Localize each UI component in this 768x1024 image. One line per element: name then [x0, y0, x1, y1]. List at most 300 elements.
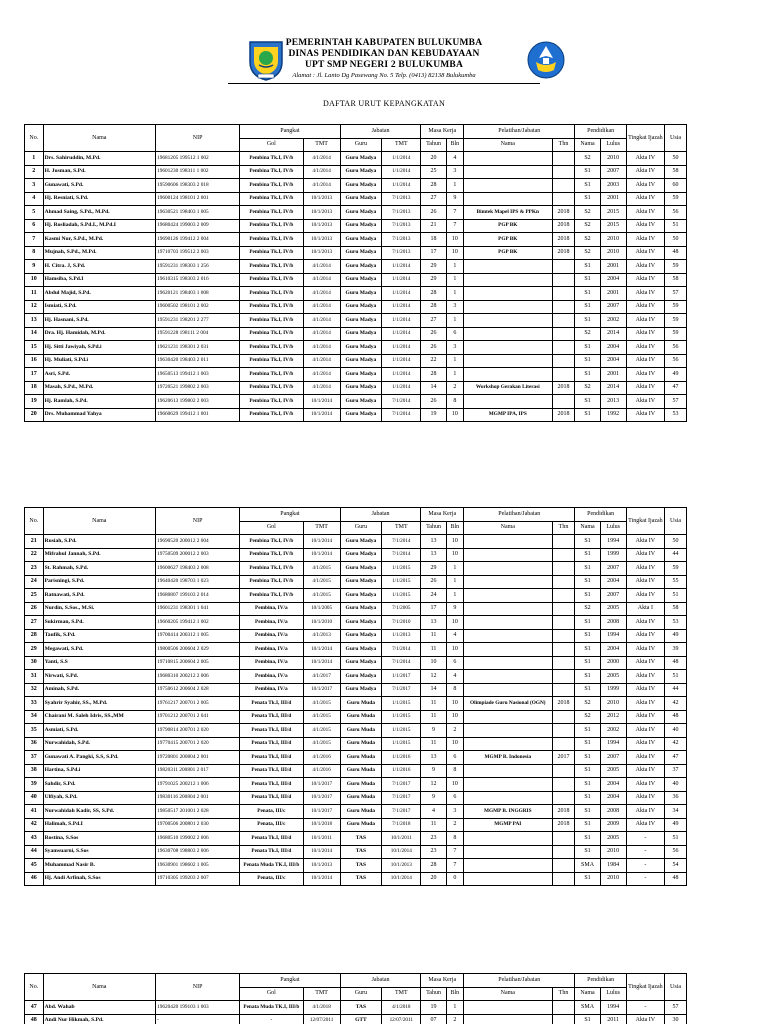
- cell-usia: 51: [665, 670, 687, 684]
- header-bln: Bln: [446, 987, 463, 1001]
- table-row: [25, 629, 687, 643]
- cell-tmt: 10/1/2014: [303, 656, 340, 670]
- cell-tmt-jabatan: 7/1/2014: [382, 535, 421, 549]
- cell-tmt: 4/1/2014: [303, 300, 340, 314]
- cell-thn: [552, 724, 575, 738]
- cell-tingkat: Akta IV: [626, 710, 664, 724]
- cell-pelatihan: [464, 872, 552, 886]
- cell-tmt-jabatan: 1/1/2014: [382, 314, 421, 328]
- cell-pendidikan: S2: [575, 152, 600, 166]
- cell-lulus: 2005: [600, 832, 626, 846]
- cell-thn: [552, 548, 575, 562]
- cell-tmt-jabatan: 7/1/2013: [382, 233, 421, 247]
- rank-table-1: [24, 124, 687, 422]
- letterhead-line-3: UPT SMP NEGERI 2 BULUKUMBA: [304, 60, 464, 70]
- cell-tingkat: Akta IV: [626, 260, 664, 274]
- cell-bln: 7: [446, 859, 463, 873]
- cell-tingkat: -: [626, 832, 664, 846]
- header-thn: Thn: [552, 987, 575, 1001]
- cell-no: 7: [25, 233, 44, 247]
- cell-bln: 10: [446, 548, 463, 562]
- header-nama-pendidikan: Nama: [575, 138, 600, 152]
- cell-bln: 10: [446, 246, 463, 260]
- header-tingkat-ijazah: Tingkat Ijazah: [626, 125, 664, 152]
- cell-nip: 19710703 199512 2 003: [156, 246, 240, 260]
- cell-nama: Chairani M. Saleh Idris, SS.,MM: [43, 710, 156, 724]
- cell-tahun: 22: [421, 354, 446, 368]
- cell-gol: Penata Tk.I, III/d: [240, 724, 303, 738]
- cell-bln: 2: [446, 724, 463, 738]
- cell-gol: Pembina Tk.I, IV/b: [240, 408, 303, 422]
- header-gol: Gol: [240, 521, 303, 535]
- cell-tingkat: Akta IV: [626, 179, 664, 193]
- cell-pelatihan: [464, 670, 552, 684]
- cell-thn: [552, 791, 575, 805]
- cell-tmt: 4/1/2014: [303, 260, 340, 274]
- cell-pelatihan: [464, 616, 552, 630]
- cell-gol: Pembina, IV/a: [240, 629, 303, 643]
- table-row: [25, 273, 687, 287]
- cell-jabatan: TAS: [340, 1001, 382, 1015]
- cell-nama: Ulfiyah, S.Pd.: [43, 791, 156, 805]
- cell-pelatihan: PGP BK: [464, 219, 552, 233]
- cell-lulus: 2005: [600, 602, 626, 616]
- cell-gol: -: [240, 1014, 303, 1024]
- cell-pelatihan: [464, 562, 552, 576]
- header-no: No.: [25, 974, 44, 1001]
- cell-nip: 19720521 199802 2 003: [156, 381, 240, 395]
- cell-thn: [552, 341, 575, 355]
- cell-lulus: 2007: [600, 589, 626, 603]
- cell-pendidikan: SMA: [575, 859, 600, 873]
- header-pelatihan: Pelatihan/Jabatan: [464, 508, 575, 522]
- cell-lulus: 1999: [600, 548, 626, 562]
- cell-usia: 30: [665, 1014, 687, 1024]
- cell-tmt: 4/1/2014: [303, 287, 340, 301]
- cell-gol: Penata Tk.I, III/d: [240, 751, 303, 765]
- cell-nip: 19680510 199002 2 006: [156, 832, 240, 846]
- table-row: [25, 300, 687, 314]
- cell-usia: 56: [665, 845, 687, 859]
- cell-tmt-jabatan: 1/1/2014: [382, 273, 421, 287]
- cell-nama: Hj. Andi Arfinah, S.Sos: [43, 872, 156, 886]
- cell-tmt: 4/1/2014: [303, 179, 340, 193]
- cell-bln: 2: [446, 381, 463, 395]
- cell-lulus: 2010: [600, 872, 626, 886]
- cell-gol: Penata Tk.I, III/d: [240, 710, 303, 724]
- cell-bln: 6: [446, 327, 463, 341]
- cell-jabatan: TAS: [340, 859, 382, 873]
- table-row: [25, 548, 687, 562]
- header-pendidikan: Pendidikan: [575, 974, 626, 988]
- cell-nama: Muhammad Nasir B.: [43, 859, 156, 873]
- cell-pelatihan: [464, 656, 552, 670]
- cell-pelatihan: [464, 575, 552, 589]
- cell-nama: Drs. Sahiruddin, M.Pd.: [43, 152, 156, 166]
- cell-bln: 1: [446, 260, 463, 274]
- cell-nip: 19790814 200701 2 020: [156, 724, 240, 738]
- cell-nip: 19621231 198301 2 031: [156, 341, 240, 355]
- cell-tmt: 10/1/2013: [303, 859, 340, 873]
- cell-pelatihan: [464, 165, 552, 179]
- header-guru: Guru: [340, 138, 382, 152]
- cell-gol: Pembina Tk.I, IV/b: [240, 246, 303, 260]
- cell-lulus: 2009: [600, 818, 626, 832]
- cell-bln: 1: [446, 368, 463, 382]
- header-pelatihan: Pelatihan/Jabatan: [464, 974, 575, 988]
- cell-tahun: 11: [421, 629, 446, 643]
- cell-nama: Ahmad Saing, S.Pd., M.Pd.: [43, 206, 156, 220]
- cell-usia: 59: [665, 562, 687, 576]
- cell-pendidikan: S1: [575, 192, 600, 206]
- table-row: [25, 656, 687, 670]
- cell-tahun: 26: [421, 395, 446, 409]
- cell-jabatan: Guru Madya: [340, 656, 382, 670]
- cell-jabatan: TAS: [340, 832, 382, 846]
- cell-bln: 7: [446, 845, 463, 859]
- cell-tmt-jabatan: 7/1/2018: [382, 818, 421, 832]
- cell-tahun: 24: [421, 589, 446, 603]
- cell-jabatan: Guru Madya: [340, 246, 382, 260]
- cell-gol: Pembina, IV/a: [240, 683, 303, 697]
- cell-tmt: 4/1/2015: [303, 589, 340, 603]
- cell-nama: Dra. Hj. Hamidah, M.Pd.: [43, 327, 156, 341]
- cell-pelatihan: [464, 192, 552, 206]
- header-jabatan: Jabatan: [340, 508, 421, 522]
- cell-tmt-jabatan: 1/1/2015: [382, 575, 421, 589]
- cell-pelatihan: [464, 710, 552, 724]
- header-row: [25, 974, 687, 988]
- cell-no: 23: [25, 562, 44, 576]
- cell-tingkat: Akta IV: [626, 327, 664, 341]
- cell-no: 26: [25, 602, 44, 616]
- header-gol: Gol: [240, 138, 303, 152]
- cell-no: 29: [25, 643, 44, 657]
- cell-pendidikan: S2: [575, 219, 600, 233]
- cell-no: 28: [25, 629, 44, 643]
- cell-lulus: 1994: [600, 535, 626, 549]
- cell-no: 31: [25, 670, 44, 684]
- cell-nama: Gunawati, S.Pd.: [43, 179, 156, 193]
- cell-jabatan: Guru Muda: [340, 818, 382, 832]
- cell-nama: Aminah, S.Pd.: [43, 683, 156, 697]
- header-nama-pendidikan: Nama: [575, 521, 600, 535]
- cell-gol: Pembina, IV/a: [240, 602, 303, 616]
- cell-tahun: 13: [421, 616, 446, 630]
- cell-tmt: 4/1/2014: [303, 327, 340, 341]
- cell-nip: 19601230 198311 1 002: [156, 165, 240, 179]
- cell-tahun: 28: [421, 287, 446, 301]
- cell-jabatan: Guru Madya: [340, 152, 382, 166]
- cell-thn: [552, 589, 575, 603]
- header-tmt: TMT: [303, 138, 340, 152]
- cell-nama: Ratnawati, S.Pd.: [43, 589, 156, 603]
- cell-usia: 51: [665, 589, 687, 603]
- cell-lulus: 1994: [600, 629, 626, 643]
- cell-lulus: 2004: [600, 273, 626, 287]
- cell-tmt: 10/1/2010: [303, 616, 340, 630]
- cell-bln: 1: [446, 575, 463, 589]
- cell-usia: 50: [665, 535, 687, 549]
- cell-usia: 57: [665, 287, 687, 301]
- header-gol: Gol: [240, 987, 303, 1001]
- header-nama-pelatihan: Nama: [464, 521, 552, 535]
- cell-lulus: 2001: [600, 260, 626, 274]
- cell-lulus: 2008: [600, 805, 626, 819]
- cell-thn: 2018: [552, 697, 575, 711]
- cell-nama: Hj. Rosliadah, S.Pd.I., M.Pd.I: [43, 219, 156, 233]
- cell-tmt: 12/07/2011: [303, 1014, 340, 1024]
- header-tahun: Tahun: [421, 521, 446, 535]
- cell-tmt: 4/1/2014: [303, 341, 340, 355]
- cell-tmt-jabatan: 1/1/2015: [382, 737, 421, 751]
- cell-bln: 6: [446, 656, 463, 670]
- cell-no: 40: [25, 791, 44, 805]
- cell-tahun: 26: [421, 206, 446, 220]
- cell-pendidikan: S1: [575, 845, 600, 859]
- cell-pelatihan: [464, 764, 552, 778]
- cell-thn: 2018: [552, 805, 575, 819]
- table-row: [25, 751, 687, 765]
- cell-tingkat: Akta IV: [626, 246, 664, 260]
- cell-usia: 55: [665, 575, 687, 589]
- cell-pelatihan: [464, 314, 552, 328]
- cell-thn: [552, 764, 575, 778]
- cell-bln: 10: [446, 697, 463, 711]
- cell-nip: 19601231 198301 1 041: [156, 602, 240, 616]
- cell-thn: [552, 602, 575, 616]
- cell-bln: 10: [446, 408, 463, 422]
- cell-nip: 19591228 198111 2 004: [156, 327, 240, 341]
- cell-nama: Andi Nur Hikmah, S.Pd.: [43, 1014, 156, 1024]
- cell-pendidikan: S1: [575, 341, 600, 355]
- cell-tahun: 9: [421, 791, 446, 805]
- cell-nip: 19681205 199512 1 002: [156, 152, 240, 166]
- cell-pelatihan: [464, 845, 552, 859]
- header-row: [25, 508, 687, 522]
- header-jabatan: Jabatan: [340, 974, 421, 988]
- cell-tahun: 13: [421, 535, 446, 549]
- cell-usia: 56: [665, 354, 687, 368]
- header-usia: Usia: [665, 125, 687, 152]
- cell-nip: 19630420 198403 2 011: [156, 354, 240, 368]
- cell-pendidikan: S1: [575, 589, 600, 603]
- cell-jabatan: TAS: [340, 845, 382, 859]
- cell-no: 1: [25, 152, 44, 166]
- header-guru: Guru: [340, 521, 382, 535]
- cell-usia: 59: [665, 327, 687, 341]
- cell-nip: -: [156, 1014, 240, 1024]
- cell-gol: Pembina Tk.I, IV/b: [240, 589, 303, 603]
- cell-tingkat: Akta IV: [626, 206, 664, 220]
- cell-nip: 19850517 201001 2 028: [156, 805, 240, 819]
- cell-pendidikan: S2: [575, 697, 600, 711]
- table-row: [25, 260, 687, 274]
- cell-tingkat: Akta IV: [626, 233, 664, 247]
- cell-tingkat: Akta IV: [626, 616, 664, 630]
- cell-pendidikan: S1: [575, 548, 600, 562]
- cell-tahun: 19: [421, 1001, 446, 1015]
- cell-pelatihan: [464, 327, 552, 341]
- cell-bln: 6: [446, 751, 463, 765]
- cell-tahun: 25: [421, 165, 446, 179]
- cell-pendidikan: S2: [575, 710, 600, 724]
- letterhead-line-1: PEMERINTAH KABUPATEN BULUKUMBA: [285, 38, 483, 48]
- cell-nama: Rostina, S.Sos: [43, 832, 156, 846]
- cell-tingkat: Akta IV: [626, 341, 664, 355]
- cell-nama: Yanti, S.S: [43, 656, 156, 670]
- cell-nip: 19700414 200312 1 005: [156, 629, 240, 643]
- cell-bln: 3: [446, 300, 463, 314]
- cell-nama: Taufik, S.Pd.: [43, 629, 156, 643]
- header-nip: NIP: [156, 125, 240, 152]
- header-bln: Bln: [446, 521, 463, 535]
- cell-no: 45: [25, 859, 44, 873]
- cell-tahun: 11: [421, 643, 446, 657]
- cell-usia: 36: [665, 791, 687, 805]
- cell-thn: 2018: [552, 219, 575, 233]
- cell-usia: 48: [665, 656, 687, 670]
- cell-tingkat: Akta IV: [626, 805, 664, 819]
- cell-gol: Penata Muda TK.I, III/b: [240, 859, 303, 873]
- cell-pelatihan: [464, 535, 552, 549]
- cell-gol: Penata, III/c: [240, 872, 303, 886]
- cell-pendidikan: S1: [575, 314, 600, 328]
- cell-bln: 10: [446, 616, 463, 630]
- cell-bln: 1: [446, 179, 463, 193]
- cell-pelatihan: [464, 287, 552, 301]
- cell-thn: [552, 273, 575, 287]
- cell-tmt-jabatan: 1/1/2014: [382, 179, 421, 193]
- cell-lulus: 2010: [600, 845, 626, 859]
- cell-no: 9: [25, 260, 44, 274]
- cell-usia: 34: [665, 805, 687, 819]
- cell-tmt-jabatan: 4/1/2018: [382, 1001, 421, 1015]
- cell-pendidikan: S2: [575, 233, 600, 247]
- cell-pelatihan: Workshop Gerakan Literasi: [464, 381, 552, 395]
- cell-pendidikan: S1: [575, 751, 600, 765]
- cell-pelatihan: MGMP IPA, IPS: [464, 408, 552, 422]
- cell-thn: [552, 575, 575, 589]
- cell-jabatan: Guru Madya: [340, 354, 382, 368]
- header-bln: Bln: [446, 138, 463, 152]
- cell-gol: Penata, III/c: [240, 805, 303, 819]
- cell-jabatan: Guru Madya: [340, 548, 382, 562]
- header-usia: Usia: [665, 508, 687, 535]
- table-row: [25, 314, 687, 328]
- cell-tahun: 13: [421, 751, 446, 765]
- cell-nama: St. Rahmah, S.Pd.: [43, 562, 156, 576]
- table-row: [25, 368, 687, 382]
- cell-tmt-jabatan: 10/1/2014: [382, 872, 421, 886]
- cell-jabatan: Guru Madya: [340, 327, 382, 341]
- header-nama: Nama: [43, 508, 156, 535]
- cell-tmt: 10/1/2018: [303, 818, 340, 832]
- cell-jabatan: Guru Madya: [340, 219, 382, 233]
- cell-nama: Asri, S.Pd.: [43, 368, 156, 382]
- cell-tmt: 10/1/2011: [303, 832, 340, 846]
- cell-tmt-jabatan: 7/1/2005: [382, 602, 421, 616]
- cell-pendidikan: S1: [575, 165, 600, 179]
- table-row: [25, 1014, 687, 1024]
- cell-tingkat: Akta IV: [626, 152, 664, 166]
- cell-thn: 2018: [552, 818, 575, 832]
- cell-lulus: 1999: [600, 683, 626, 697]
- cell-bln: 7: [446, 219, 463, 233]
- cell-tmt: 10/1/2014: [303, 535, 340, 549]
- cell-pendidikan: S1: [575, 832, 600, 846]
- table-row: [25, 643, 687, 657]
- cell-pendidikan: S1: [575, 656, 600, 670]
- header-lulus: Lulus: [600, 521, 626, 535]
- cell-lulus: 2010: [600, 697, 626, 711]
- cell-pelatihan: [464, 629, 552, 643]
- cell-gol: Pembina Tk.I, IV/b: [240, 314, 303, 328]
- cell-no: 32: [25, 683, 44, 697]
- cell-pelatihan: Olimpiade Guru Nasional (OGN): [464, 697, 552, 711]
- cell-tmt-jabatan: 1/1/2015: [382, 710, 421, 724]
- cell-nip: 19800506 200604 2 029: [156, 643, 240, 657]
- cell-nama: Megawati, S.Pd.: [43, 643, 156, 657]
- table-row: [25, 683, 687, 697]
- cell-tahun: 26: [421, 341, 446, 355]
- cell-gol: Pembina Tk.I, IV/b: [240, 548, 303, 562]
- cell-no: 39: [25, 778, 44, 792]
- cell-tmt-jabatan: 1/1/2015: [382, 562, 421, 576]
- cell-thn: [552, 872, 575, 886]
- cell-lulus: 2004: [600, 791, 626, 805]
- cell-gol: Pembina Tk.I, IV/b: [240, 562, 303, 576]
- cell-nip: 19680310 200212 2 006: [156, 670, 240, 684]
- cell-usia: 56: [665, 206, 687, 220]
- cell-nama: Nirwati, S.Pd.: [43, 670, 156, 684]
- cell-usia: 57: [665, 395, 687, 409]
- cell-tmt: 4/1/2013: [303, 629, 340, 643]
- cell-nama: Drs. Muhammad Yahya: [43, 408, 156, 422]
- cell-tmt: 10/1/2013: [303, 219, 340, 233]
- cell-jabatan: Guru Muda: [340, 751, 382, 765]
- cell-bln: 1: [446, 354, 463, 368]
- cell-tahun: 28: [421, 300, 446, 314]
- cell-tmt-jabatan: 1/1/2015: [382, 589, 421, 603]
- cell-pendidikan: S2: [575, 381, 600, 395]
- cell-pelatihan: [464, 300, 552, 314]
- cell-pelatihan: [464, 354, 552, 368]
- cell-gol: Pembina Tk.I, IV/b: [240, 273, 303, 287]
- cell-tmt-jabatan: 7/1/2017: [382, 683, 421, 697]
- cell-no: 22: [25, 548, 44, 562]
- cell-jabatan: Guru Muda: [340, 724, 382, 738]
- cell-tingkat: Akta IV: [626, 273, 664, 287]
- header-pangkat: Pangkat: [240, 125, 340, 139]
- cell-no: 33: [25, 697, 44, 711]
- cell-usia: 58: [665, 602, 687, 616]
- cell-nip: 19630708 198803 2 006: [156, 845, 240, 859]
- header-tingkat-ijazah: Tingkat Ijazah: [626, 974, 664, 1001]
- cell-bln: 1: [446, 273, 463, 287]
- cell-tmt: 10/1/2017: [303, 683, 340, 697]
- cell-tahun: 14: [421, 683, 446, 697]
- cell-nama: Sukirman, S.Pd.: [43, 616, 156, 630]
- header-pangkat: Pangkat: [240, 974, 340, 988]
- cell-gol: Pembina Tk.I, IV/b: [240, 219, 303, 233]
- cell-tingkat: Akta IV: [626, 629, 664, 643]
- cell-pendidikan: S2: [575, 327, 600, 341]
- cell-pelatihan: [464, 778, 552, 792]
- rank-table-2: [24, 507, 687, 886]
- cell-tingkat: -: [626, 872, 664, 886]
- table-row: [25, 341, 687, 355]
